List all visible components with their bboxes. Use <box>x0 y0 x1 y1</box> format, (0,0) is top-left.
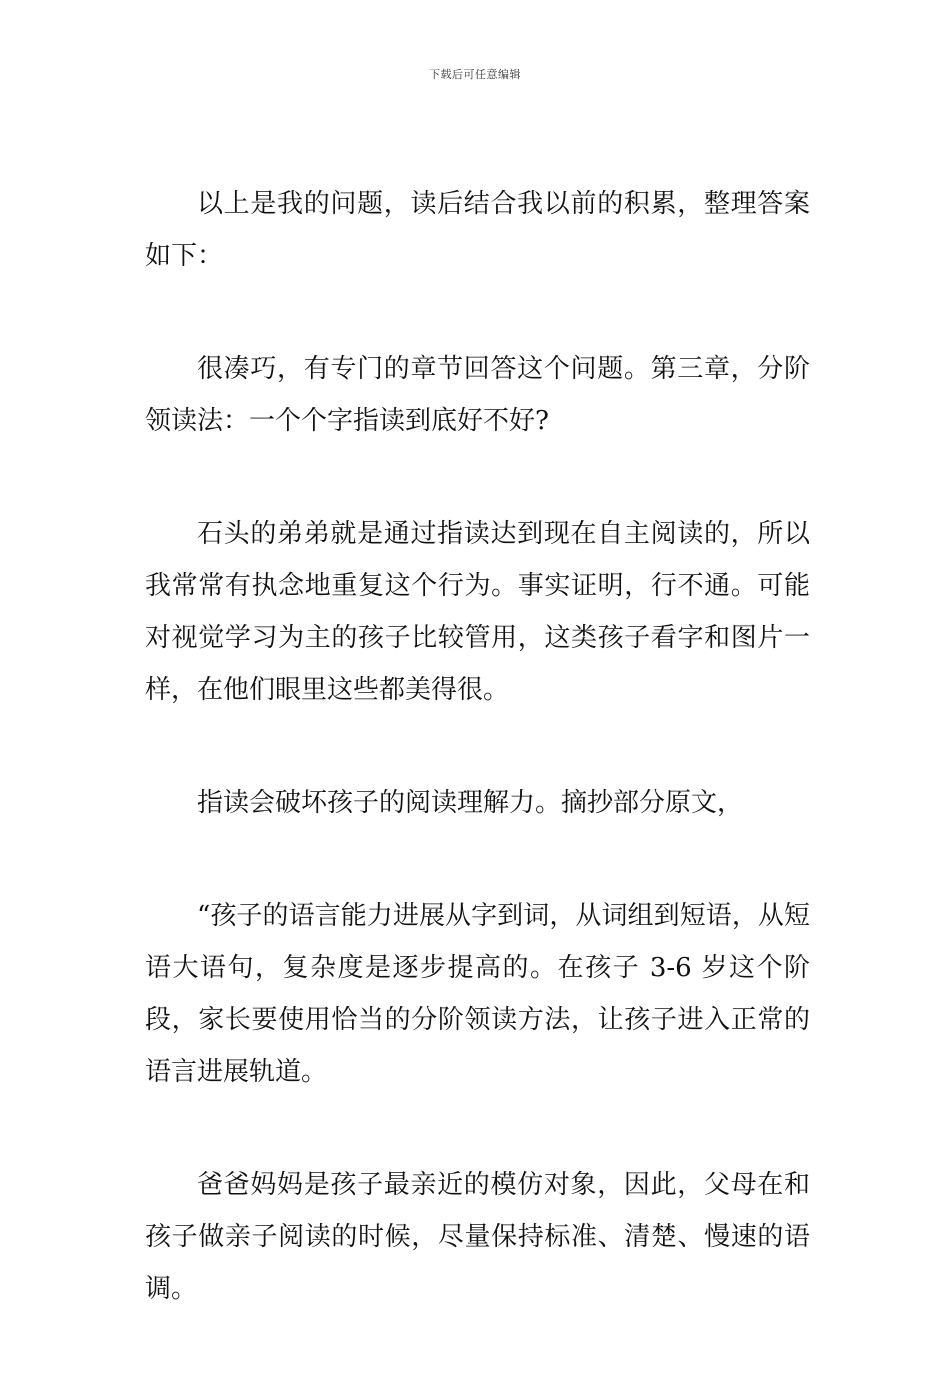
paragraph: 以上是我的问题，读后结合我以前的积累，整理答案如下： <box>145 189 810 271</box>
paragraph: “孩子的语言能力进展从字到词，从词组到短语，从短语大语句，复杂度是逐步提高的。在孩子 3-6 岁这个阶段，家长要使用恰当的分阶领读方法，让孩子进入正常的语言进展轨道。 <box>145 901 810 1087</box>
document-body <box>145 178 810 1376</box>
paragraph: 石头的弟弟就是通过指读达到现在自主阅读的，所以我常常有执念地重复这个行为。事实证明，行不通。可能对视觉学习为主的孩子比较管用，这类孩子看字和图片一样，在他们眼里这些都美得很。 <box>145 519 810 705</box>
paragraph: 很凑巧，有专门的章节回答这个问题。第三章，分阶领读法：一个个字指读到底好不好? <box>145 354 810 436</box>
paragraph: 爸爸妈妈是孩子最亲近的模仿对象，因此，父母在和孩子做亲子阅读的时候，尽量保持标准、清楚、慢速的语调。 <box>145 1170 810 1304</box>
paragraph: 指读会破坏孩子的阅读理解力。摘抄部分原文， <box>197 788 744 818</box>
page-header: 下载后可任意编辑 <box>429 68 521 81</box>
